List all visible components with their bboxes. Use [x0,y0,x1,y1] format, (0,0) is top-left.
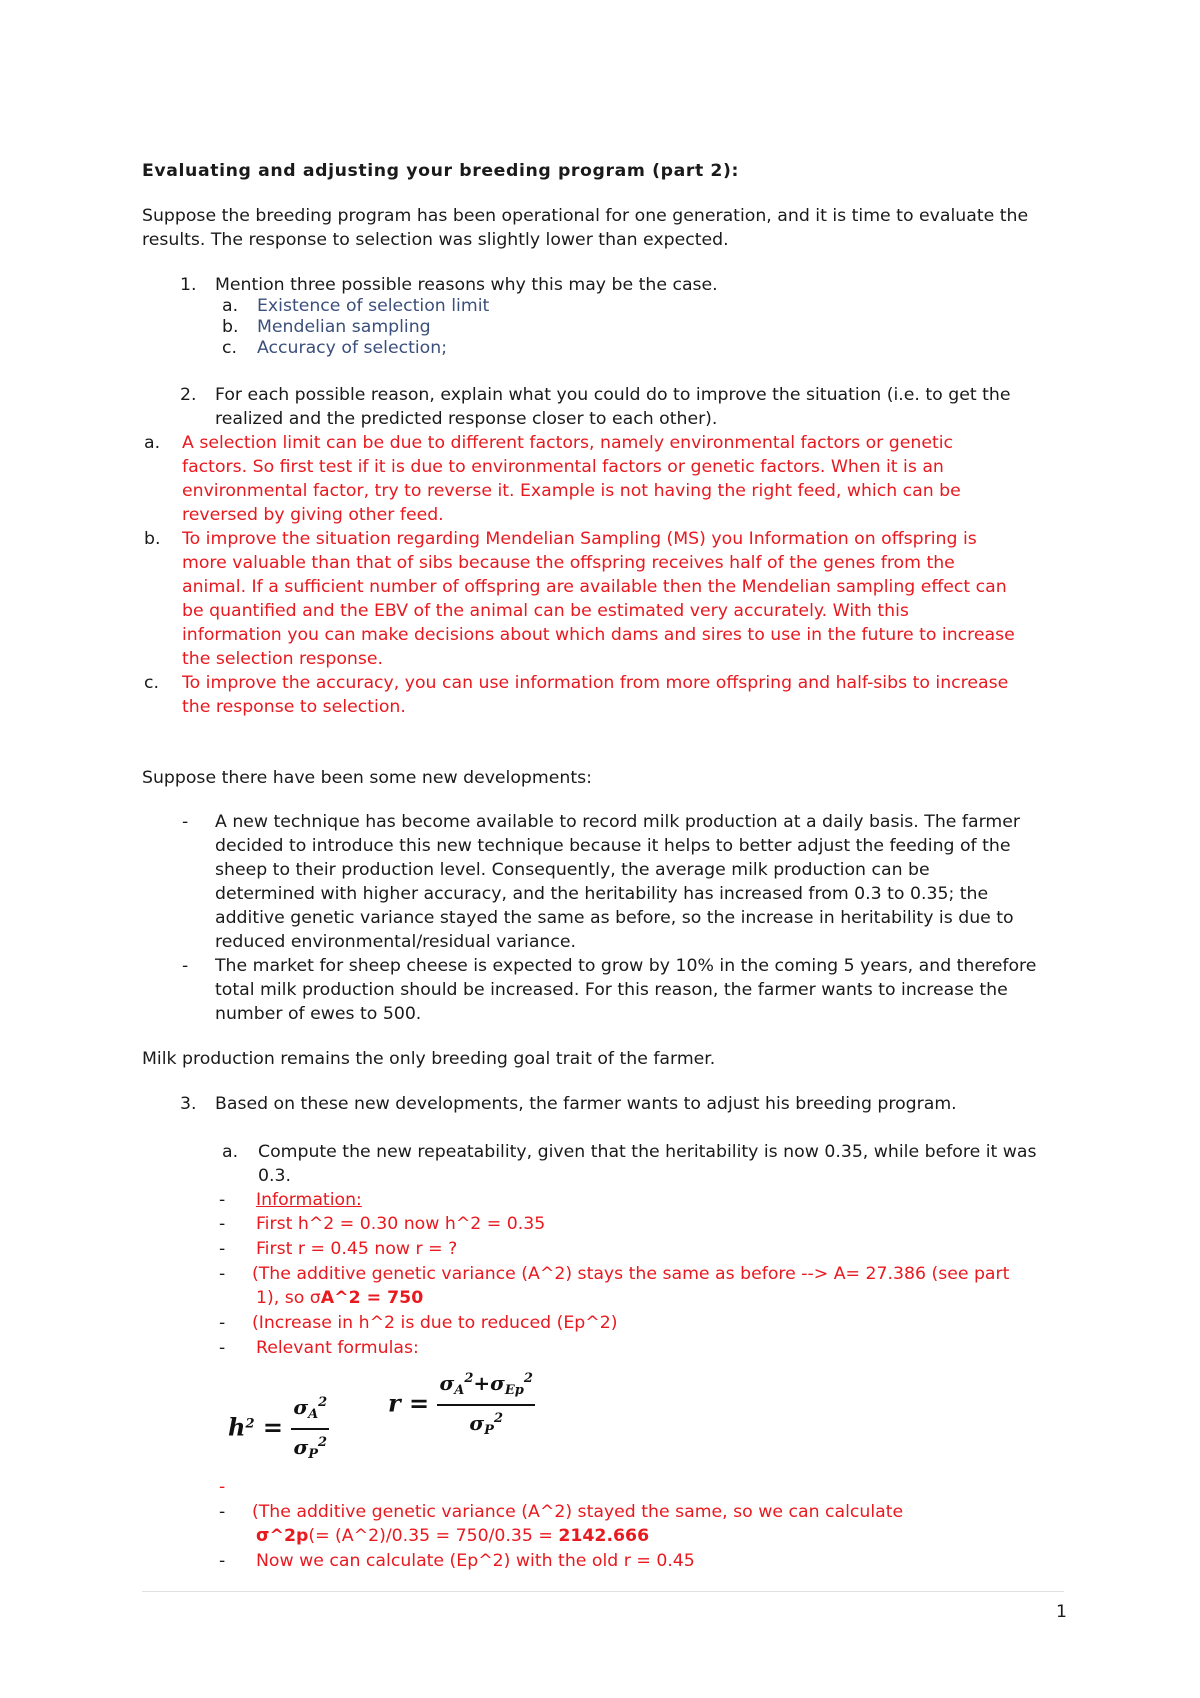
q2-answer-a-line-1: A selection limit can be due to different factors, namely environmental factors or genetic [182,433,954,453]
q2-answer-a-line-2: factors. So first test if it is due to environmental factors or genetic factors. When it is an [182,457,944,477]
h-symbol: h [228,1412,246,1442]
development-1-line-2: decided to introduce this new technique because it helps to better adjust the feeding of the [215,836,1011,856]
additive-line-1: (The additive genetic variance (A^2) stays the same as before --> A= 27.386 (see part [252,1264,1010,1284]
q1-answer-b: Mendelian sampling [257,317,431,337]
q1-number: 1. [180,275,197,295]
development-1-line-6: reduced environmental/residual variance. [215,932,577,952]
info-bullet: - [219,1190,226,1210]
intro-line-1: Suppose the breeding program has been operational for one generation, and it is time to evaluate the [142,206,1029,226]
intro-line-2: results. The response to selection was slightly lower than expected. [142,230,729,250]
q1-answer-a: Existence of selection limit [257,296,490,316]
first-h-text: First h^2 = 0.30 now h^2 = 0.35 [256,1214,546,1234]
calc-bullet-1: - [219,1502,226,1522]
increase-bullet: - [219,1313,226,1333]
first-r-bullet: - [219,1239,226,1259]
q2-answer-c-line-2: the response to selection. [182,697,406,717]
q2-answer-a-line-4: reversed by giving other feed. [182,505,444,525]
q2-answer-b-line-6: the selection response. [182,649,384,669]
additive-line-2-bold: A^2 = 750 [320,1288,424,1308]
q1-answer-c-letter: c. [222,338,237,358]
r-equals: = [409,1388,430,1418]
calc-line-2-mid: (= (A^2)/0.35 = 750/0.35 = [308,1526,559,1546]
h-numerator: $\sigma_A^2$ [291,1392,329,1430]
development-2-bullet: - [182,956,189,976]
information-heading: Information: [256,1190,362,1210]
q2-answer-b-line-4: be quantified and the EBV of the animal can be estimated very accurately. With this [182,601,909,621]
q2-answer-a-letter: a. [144,433,161,453]
q2-answer-c-line-1: To improve the accuracy, you can use information from more offspring and half-sibs to increase [182,673,1009,693]
development-1-line-4: determined with higher accuracy, and the heritability has increased from 0.3 to 0.35; the [215,884,989,904]
additive-bullet: - [219,1264,226,1284]
page-number: 1 [1056,1602,1067,1622]
q2-answer-b-line-3: animal. If a sufficient number of offspring are available then the Mendelian sampling effect can [182,577,1007,597]
calc-line-2 [256,1524,649,1548]
calc-line-2-result: 2142.666 [558,1526,650,1546]
development-1-line-1: A new technique has become available to record milk production at a daily basis. The farmer [215,812,1020,832]
development-2-line-2: total milk production should be increased. For this reason, the farmer wants to increase the [215,980,1008,1000]
h-equals: = [262,1412,283,1442]
q3-a-letter: a. [222,1142,239,1162]
calc-bullet-3: - [219,1551,226,1571]
q3-number: 3. [180,1094,197,1114]
q2-answer-c-letter: c. [144,673,159,693]
h-exponent: 2 [245,1416,255,1432]
development-1-line-3: sheep to their production level. Consequently, the average milk production can be [215,860,930,880]
q1-answer-a-letter: a. [222,296,239,316]
additive-line-2-pre: 1), so σ [256,1288,321,1308]
footer-divider [142,1591,1064,1592]
developments-intro: Suppose there have been some new developments: [142,768,592,788]
page-title: Evaluating and adjusting your breeding program (part 2): [142,161,740,181]
q2-answer-b-letter: b. [144,529,161,549]
breeding-goal-text: Milk production remains the only breeding goal trait of the farmer. [142,1049,716,1069]
calc-line-1: (The additive genetic variance (A^2) stayed the same, so we can calculate [252,1502,904,1522]
calc-line-3: Now we can calculate (Ep^2) with the old r = 0.45 [256,1551,695,1571]
r-denominator: $\sigma_P^2$ [469,1411,503,1438]
q3-text: Based on these new developments, the farmer wants to adjust his breeding program. [215,1094,957,1114]
first-r-text: First r = 0.45 now r = ? [256,1239,458,1259]
repeatability-formula [388,1368,535,1442]
h-fraction [291,1392,329,1466]
q2-answer-a-line-3: environmental factor, try to reverse it. Example is not having the right feed, which can be [182,481,961,501]
q2-number: 2. [180,385,197,405]
additive-line-2 [256,1286,423,1310]
q2-answer-b-line-5: information you can make decisions about which dams and sires to use in the future to increase [182,625,1015,645]
q1-answer-b-letter: b. [222,317,239,337]
r-symbol: r [388,1388,401,1418]
q2-line-2: realized and the predicted response closer to each other). [215,409,718,429]
increase-text: (Increase in h^2 is due to reduced (Ep^2) [252,1313,618,1333]
q2-answer-b-line-1: To improve the situation regarding Mendelian Sampling (MS) you Information on offspring is [182,529,977,549]
development-2-line-1: The market for sheep cheese is expected to grow by 10% in the coming 5 years, and therefore [215,956,1037,976]
formulas-bullet: - [219,1338,226,1358]
development-1-bullet: - [182,812,189,832]
r-fraction [437,1368,534,1442]
q3-a-line-2: 0.3. [258,1166,291,1186]
empty-bullet: - [219,1477,226,1497]
development-1-line-5: additive genetic variance stayed the same as before, so the increase in heritability is due to [215,908,1014,928]
q2-line-1: For each possible reason, explain what you could do to improve the situation (i.e. to get the [215,385,1011,405]
r-numerator: $\sigma_A^2+\sigma_{Ep}^2$ [437,1368,534,1406]
q1-text: Mention three possible reasons why this may be the case. [215,275,718,295]
first-h-bullet: - [219,1214,226,1234]
q2-answer-b-line-2: more valuable than that of sibs because the offspring receives half of the genes from the [182,553,955,573]
calc-line-2-sigma: σ^2p [256,1526,309,1546]
formulas-heading: Relevant formulas: [256,1338,419,1358]
development-2-line-3: number of ewes to 500. [215,1004,422,1024]
h-denominator: $\sigma_P^2$ [293,1435,328,1462]
heritability-formula [228,1392,329,1466]
q1-answer-c: Accuracy of selection; [257,338,448,358]
q3-a-line-1: Compute the new repeatability, given that the heritability is now 0.35, while before it was [258,1142,1037,1162]
